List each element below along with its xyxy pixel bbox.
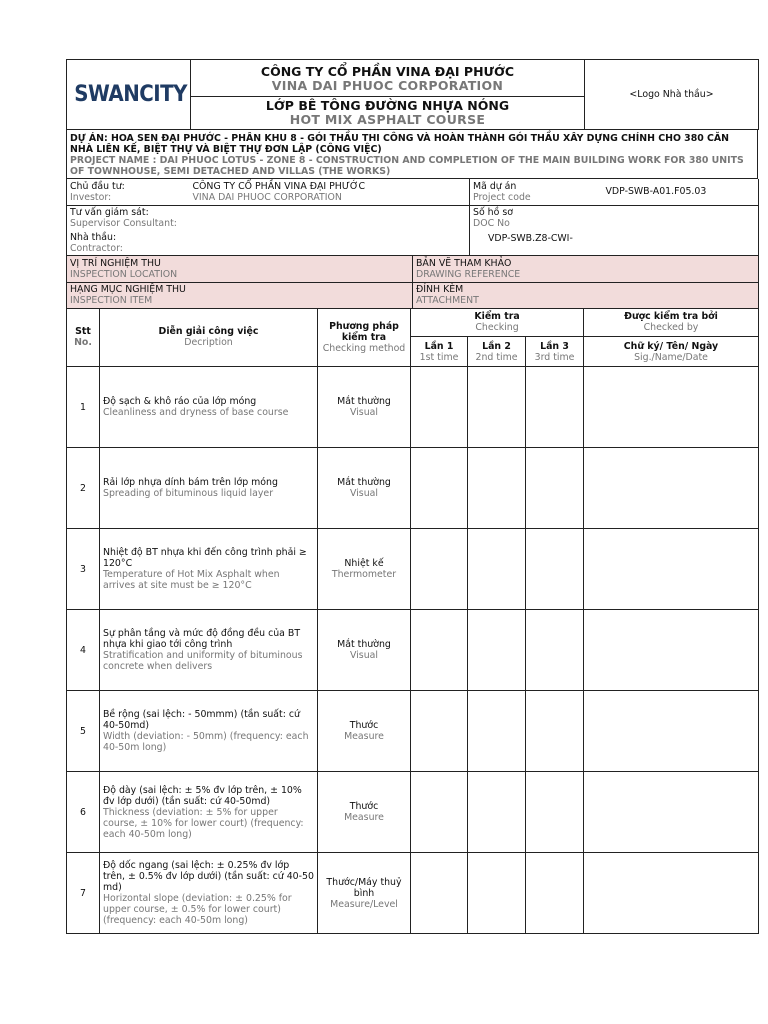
check-2nd-cell[interactable] [468,529,526,610]
row-method-en: Measure [344,812,384,823]
check-3rd-cell[interactable] [526,529,584,610]
row-method-en: Visual [350,488,378,499]
check-1st-cell[interactable] [411,610,468,691]
info-block [66,179,759,256]
signature-cell[interactable] [584,772,759,853]
project-name-en: PROJECT NAME : DAI PHUOC LOTUS - ZONE 8 - CONSTRUCTION AND COMPLETION OF THE MAIN BUILDING WORK FOR 380 UNITS OF TOWNHOUSE, SEMI DETACHED AND VILLAS (THE WORKS) [70,155,744,177]
project-block [66,130,758,179]
col-checking-vn: Kiểm tra [474,311,520,323]
row-method-en: Measure/Level [330,898,398,910]
check-3rd-cell[interactable] [526,853,584,934]
check-2nd-cell[interactable] [468,772,526,853]
row-desc-vn: Rải lớp nhựa dính bám trên lớp móng [103,477,278,488]
col-desc-vn: Diễn giải công việc [158,326,259,338]
table-row [67,853,759,934]
row-method-en: Visual [350,407,378,418]
row-method-vn: Mắt thường [337,396,391,407]
table-row [67,448,759,529]
check-2nd-cell[interactable] [468,853,526,934]
doc-no-label-vn: Số hồ sơ [473,207,513,219]
project-code-label-en: Project code [473,191,531,203]
checklist-table [66,309,759,935]
inspection-location-en: INSPECTION LOCATION [70,268,178,280]
col-stt-vn: Stt [75,326,91,338]
col-t2-en: 2nd time [475,351,518,363]
col-sig-vn: Chữ ký/ Tên/ Ngày [623,340,719,352]
check-2nd-cell[interactable] [468,448,526,529]
location-block [66,256,759,309]
contractor-label-vn: Nhà thầu: [70,232,117,243]
row-desc-vn: Độ dốc ngang (sai lệch: ± 0.25% đv lớp trên, ± 0.5% đv lớp dưới) (tần suất: cứ 40-50 md) [103,860,314,893]
row-method-vn: Thước [349,801,379,812]
col-t1-en: 1st time [419,351,459,363]
row-desc-en: Horizontal slope (deviation: ± 0.25% for upper course, ± 0.5% for lower court) (frequency: each 40-50m long) [103,893,292,926]
check-3rd-cell[interactable] [526,448,584,529]
check-1st-cell[interactable] [411,853,468,934]
row-desc-en: Temperature of Hot Mix Asphalt when arrives at site must be ≥ 120°C [103,569,280,591]
doc-no-label-en: DOC No [473,218,510,230]
col-checked-vn: Được kiểm tra bởi [624,311,718,323]
col-t3-en: 3rd time [534,351,575,363]
check-3rd-cell[interactable] [526,610,584,691]
row-desc-en: Spreading of bituminous liquid layer [103,488,274,499]
col-checked-en: Checked by [643,322,699,334]
table-row [67,772,759,853]
col-t2-vn: Lần 2 [482,340,511,352]
row-method-en: Measure [344,731,384,742]
attachment-en: ATTACHMENT [416,295,479,306]
attachment-vn: ĐÍNH KÈM [416,284,464,295]
swancity-logo-cell [67,60,191,130]
col-t1-vn: Lần 1 [424,340,454,352]
col-stt-en: No. [74,337,92,349]
row-no: 2 [67,448,100,529]
check-2nd-cell[interactable] [468,610,526,691]
check-1st-cell[interactable] [411,448,468,529]
project-code-label-vn: Mã dự án [473,180,517,192]
project-name-vn: DỰ ÁN: HOA SEN ĐẠI PHƯỚC - PHÂN KHU 8 - GÓI THẦU THI CÔNG VÀ HOÀN THÀNH GÓI THẦU XÂY DỰNG CHÍNH CHO 380 CĂN NHÀ LIÊN KẾ, BIỆT THỰ VÀ BIỆT THỰ ĐƠN LẬP (CÔNG VIỆC) [70,133,730,155]
check-3rd-cell[interactable] [526,691,584,772]
check-3rd-cell[interactable] [526,772,584,853]
row-desc-vn: Độ dày (sai lệch: ± 5% đv lớp trên, ± 10% đv lớp dưới) (tần suất: cứ 40-50md) [103,784,302,807]
row-method-vn: Nhiệt kế [344,558,384,569]
inspection-location-vn: VỊ TRÍ NGHIỆM THU [70,257,161,269]
supervisor-label-en: Supervisor Consultant: [70,218,177,230]
signature-cell[interactable] [584,853,759,934]
row-desc-vn: Sự phân tầng và mức độ đồng đều của BT nhựa khi giao tới công trình [103,628,301,650]
table-row [67,529,759,610]
check-1st-cell[interactable] [411,529,468,610]
supervisor-label-vn: Tư vấn giám sát: [70,207,149,219]
row-no: 1 [67,367,100,448]
project-code-value: VDP-SWB-A01.F05.03 [603,179,759,205]
check-1st-cell[interactable] [411,772,468,853]
row-no: 3 [67,529,100,610]
form-title-vn: LỚP BÊ TÔNG ĐƯỜNG NHỰA NÓNG [265,98,510,113]
col-t3-vn: Lần 3 [540,340,569,352]
check-3rd-cell[interactable] [526,367,584,448]
table-row [67,691,759,772]
contractor-label-en: Contractor: [70,243,123,254]
check-2nd-cell[interactable] [468,691,526,772]
row-desc-en: Stratification and uniformity of bituminous concrete when delivers [103,650,303,672]
row-no: 7 [67,853,100,934]
form-title-en: HOT MIX ASPHALT COURSE [289,112,486,127]
row-method-en: Visual [350,650,378,661]
row-desc-vn: Bề rộng (sai lệch: - 50mmm) (tần suất: cứ 40-50md) [103,709,300,731]
inspection-item-en: INSPECTION ITEM [70,295,153,306]
check-2nd-cell[interactable] [468,367,526,448]
investor-value-vn: CÔNG TY CỔ PHẦN VINA ĐẠI PHƯỚC [192,180,365,192]
row-no: 4 [67,610,100,691]
company-name-en: VINA DAI PHUOC CORPORATION [271,77,504,93]
row-desc-vn: Độ sạch & khô ráo của lớp móng [103,396,257,407]
inspection-item-vn: HẠNG MỤC NGHIỆM THU [70,284,186,295]
investor-label-en: Investor: [70,191,112,203]
investor-value-en: VINA DAI PHUOC CORPORATION [192,191,342,203]
signature-cell[interactable] [584,367,759,448]
signature-cell[interactable] [584,448,759,529]
row-method-en: Thermometer [331,569,397,580]
col-sig-en: Sig./Name/Date [634,351,708,363]
col-method-en: Checking method [322,342,406,354]
drawing-ref-vn: BẢN VẼ THAM KHẢO [416,257,512,269]
row-desc-vn: Nhiệt độ BT nhựa khi đến công trình phải ≥ 120°C [103,547,307,569]
row-method-vn: Mắt thường [337,639,391,650]
drawing-ref-en: DRAWING REFERENCE [416,268,521,280]
row-no: 6 [67,772,100,853]
table-row [67,610,759,691]
check-1st-cell[interactable] [411,367,468,448]
row-method-vn: Thước [349,720,379,731]
contractor-logo-placeholder: <Logo Nhà thầu> [585,60,759,130]
inspection-form [66,59,758,934]
swancity-logo [70,80,187,110]
row-desc-en: Width (deviation: - 50mm) (frequency: each 40-50m long) [103,731,309,753]
signature-cell[interactable] [584,691,759,772]
doc-no-value: VDP-SWB.Z8-CWI- [470,231,759,256]
form-header [66,59,759,130]
check-1st-cell[interactable] [411,691,468,772]
row-method-vn: Mắt thường [337,477,391,488]
investor-label-vn: Chủ đầu tư: [70,180,125,192]
col-checking-en: Checking [475,322,519,334]
signature-cell[interactable] [584,610,759,691]
signature-cell[interactable] [584,529,759,610]
logo-text: SWANCITY [74,82,187,107]
table-row [67,367,759,448]
col-method-vn: Phương pháp kiểm tra [329,320,399,343]
row-method-vn: Thước/Máy thuỷ bình [326,876,402,899]
row-desc-en: Thickness (deviation: ± 5% for upper course, ± 10% for lower court) (frequency: each 40-50m long) [103,806,304,840]
col-desc-en: Decription [184,337,233,349]
row-desc-en: Cleanliness and dryness of base course [103,407,289,418]
row-no: 5 [67,691,100,772]
company-name-vn: CÔNG TY CỔ PHẦN VINA ĐẠI PHƯỚC [260,63,515,79]
